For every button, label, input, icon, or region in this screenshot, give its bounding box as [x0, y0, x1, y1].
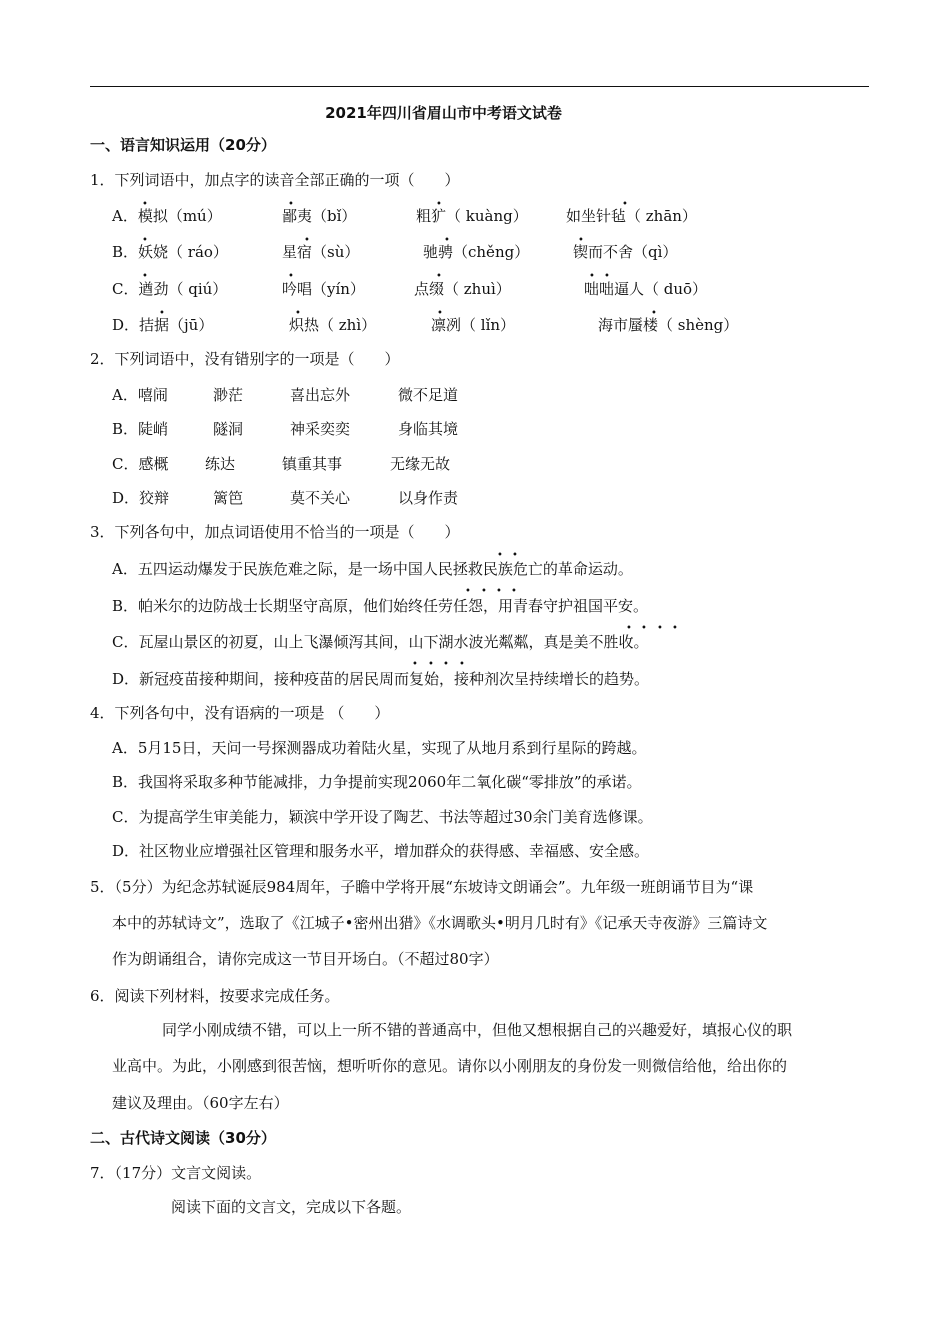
question-1-stem: 1．下列词语中，加点字的读音全部正确的一项（ ） — [90, 171, 460, 189]
emphasis-dot: • — [459, 659, 465, 670]
question-7-intro: 阅读下面的文言文，完成以下各题。 — [171, 1198, 412, 1216]
q2-option-b-4: 身临其境 — [398, 420, 459, 438]
q2-option-c-4: 无缘无故 — [390, 455, 451, 473]
q1-option-c-4: 咄咄逼人（ duō） — [584, 280, 708, 298]
section-heading-1: 一、语言知识运用（20分） — [90, 136, 276, 154]
q3-option-c: C．瓦屋山景区的初夏，山上飞瀑倾泻其间，山下湖水波光粼粼，真是美不胜收。 — [112, 633, 649, 651]
emphasis-dot: • — [142, 235, 148, 246]
q1-option-d-1: D．拮据（jū） — [112, 316, 214, 334]
emphasis-dot: • — [295, 308, 301, 319]
q2-option-d-1: D．狡辩 — [112, 489, 170, 507]
emphasis-dot: • — [159, 308, 165, 319]
page-title: 2021年四川省眉山市中考语文试卷 — [325, 104, 562, 122]
q2-option-b-3: 神采奕奕 — [290, 420, 351, 438]
emphasis-dot: • — [428, 659, 434, 670]
q1-option-d-3: 凛冽（ lǐn） — [431, 316, 516, 334]
q2-option-c-2: 练达 — [205, 455, 236, 473]
q1-option-a-1: A．模拟（mú） — [112, 207, 222, 225]
emphasis-dot: • — [657, 623, 663, 634]
question-2-stem: 2．下列词语中，没有错别字的一项是（ ） — [90, 350, 400, 368]
emphasis-dot: • — [496, 586, 502, 597]
emphasis-dot: • — [444, 235, 450, 246]
q2-option-a-2: 渺茫 — [213, 386, 244, 404]
q1-option-b-3: 驰骋（chěng） — [423, 243, 530, 261]
emphasis-dot: • — [142, 271, 148, 282]
question-7-stem: 7．（17分）文言文阅读。 — [90, 1164, 262, 1182]
q1-option-b-1: B．妖娆（ ráo） — [112, 243, 228, 261]
q2-option-c-1: C．感概 — [112, 455, 169, 473]
emphasis-dot: • — [511, 586, 517, 597]
emphasis-dot: • — [622, 199, 628, 210]
emphasis-dot: • — [288, 271, 294, 282]
top-rule — [90, 86, 869, 87]
q1-option-b-2: 星宿（sù） — [282, 243, 360, 261]
q2-option-d-4: 以身作责 — [398, 489, 459, 507]
question-5-line-2: 本中的苏轼诗文”，选取了《江城子•密州出猎》《水调歌头•明月几时有》《记承天寺夜游》三篇诗文 — [112, 914, 768, 932]
question-6-stem: 6．阅读下列材料，按要求完成任务。 — [90, 987, 340, 1005]
q4-option-c: C．为提高学生审美能力，颖滨中学开设了陶艺、书法等超过30余门美育选修课。 — [112, 808, 653, 826]
q1-option-a-2: 鄙夷（bǐ） — [282, 207, 357, 225]
question-6-material-line-2: 业高中。为此，小刚感到很苦恼，想听听你的意见。请你以小刚朋友的身份发一则微信给他，给出你的 — [112, 1057, 788, 1075]
q4-option-d: D．社区物业应增强社区管理和服务水平，增加群众的获得感、幸福感、安全感。 — [112, 842, 650, 860]
emphasis-dot: • — [437, 308, 443, 319]
q2-option-a-1: A．嘻闹 — [112, 386, 168, 404]
question-6-material-line-3: 建议及理由。（60字左右） — [112, 1094, 289, 1112]
question-6-material-line-1: 同学小刚成绩不错，可以上一所不错的普通高中，但他又想根据自己的兴趣爱好，填报心仪的职 — [162, 1021, 793, 1039]
q1-option-a-4: 如坐针毡（ zhān） — [566, 207, 697, 225]
q3-option-b: B．帕米尔的边防战士长期坚守高原，他们始终任劳任怨，用青春守护祖国平安。 — [112, 597, 649, 615]
emphasis-dot: • — [481, 586, 487, 597]
q2-option-b-2: 隧洞 — [213, 420, 244, 438]
q1-option-c-1: C．遒劲（ qiú） — [112, 280, 228, 298]
section-heading-2: 二、古代诗文阅读（30分） — [90, 1129, 276, 1147]
q2-option-c-3: 镇重其事 — [282, 455, 343, 473]
emphasis-dot: • — [578, 235, 584, 246]
emphasis-dot: • — [512, 550, 518, 561]
q2-option-a-4: 微不足道 — [398, 386, 459, 404]
emphasis-dot: • — [304, 235, 310, 246]
q2-option-d-3: 莫不关心 — [290, 489, 351, 507]
q2-option-d-2: 篱笆 — [213, 489, 244, 507]
question-5-line-3: 作为朗诵组合，请你完成这一节目开场白。（不超过80字） — [112, 950, 499, 968]
emphasis-dot: • — [626, 623, 632, 634]
question-5-line-1: 5．（5分）为纪念苏轼诞辰984周年，子瞻中学将开展“东坡诗文朗诵会”。九年级一班朗诵节目为“课 — [90, 878, 754, 896]
emphasis-dot: • — [497, 550, 503, 561]
emphasis-dot: • — [465, 586, 471, 597]
q2-option-a-3: 喜出忘外 — [290, 386, 351, 404]
q1-option-a-3: 粗犷（ kuàng） — [416, 207, 528, 225]
q4-option-b: B．我国将采取多种节能减排，力争提前实现2060年二氧化碳“零排放”的承诺。 — [112, 773, 642, 791]
q3-option-a: A．五四运动爆发于民族危难之际，是一场中国人民拯救民族危亡的革命运动。 — [112, 560, 633, 578]
q3-option-d: D．新冠疫苗接种期间，接种疫苗的居民周而复始，接种剂次呈持续增长的趋势。 — [112, 670, 650, 688]
emphasis-dot: • — [641, 623, 647, 634]
question-3-stem: 3．下列各句中，加点词语使用不恰当的一项是（ ） — [90, 523, 460, 541]
question-4-stem: 4．下列各句中，没有语病的一项是 （ ） — [90, 704, 390, 722]
q1-option-c-3: 点缀（ zhuì） — [414, 280, 511, 298]
emphasis-dot: • — [443, 659, 449, 670]
emphasis-dot: • — [436, 199, 442, 210]
emphasis-dot: • — [412, 659, 418, 670]
q4-option-a: A．5月15日，天问一号探测器成功着陆火星，实现了从地月系到行星际的跨越。 — [112, 739, 647, 757]
emphasis-dot: • — [142, 199, 148, 210]
q1-option-d-2: 炽热（ zhì） — [289, 316, 377, 334]
emphasis-dot: • — [604, 271, 610, 282]
emphasis-dot: • — [672, 623, 678, 634]
q1-option-c-2: 吟唱（yín） — [282, 280, 365, 298]
q1-option-b-4: 锲而不舍（qì） — [573, 243, 678, 261]
emphasis-dot: • — [651, 308, 657, 319]
q2-option-b-1: B．陡峭 — [112, 420, 169, 438]
emphasis-dot: • — [436, 271, 442, 282]
emphasis-dot: • — [589, 271, 595, 282]
q1-option-d-4: 海市蜃楼（ shèng） — [598, 316, 739, 334]
emphasis-dot: • — [288, 199, 294, 210]
